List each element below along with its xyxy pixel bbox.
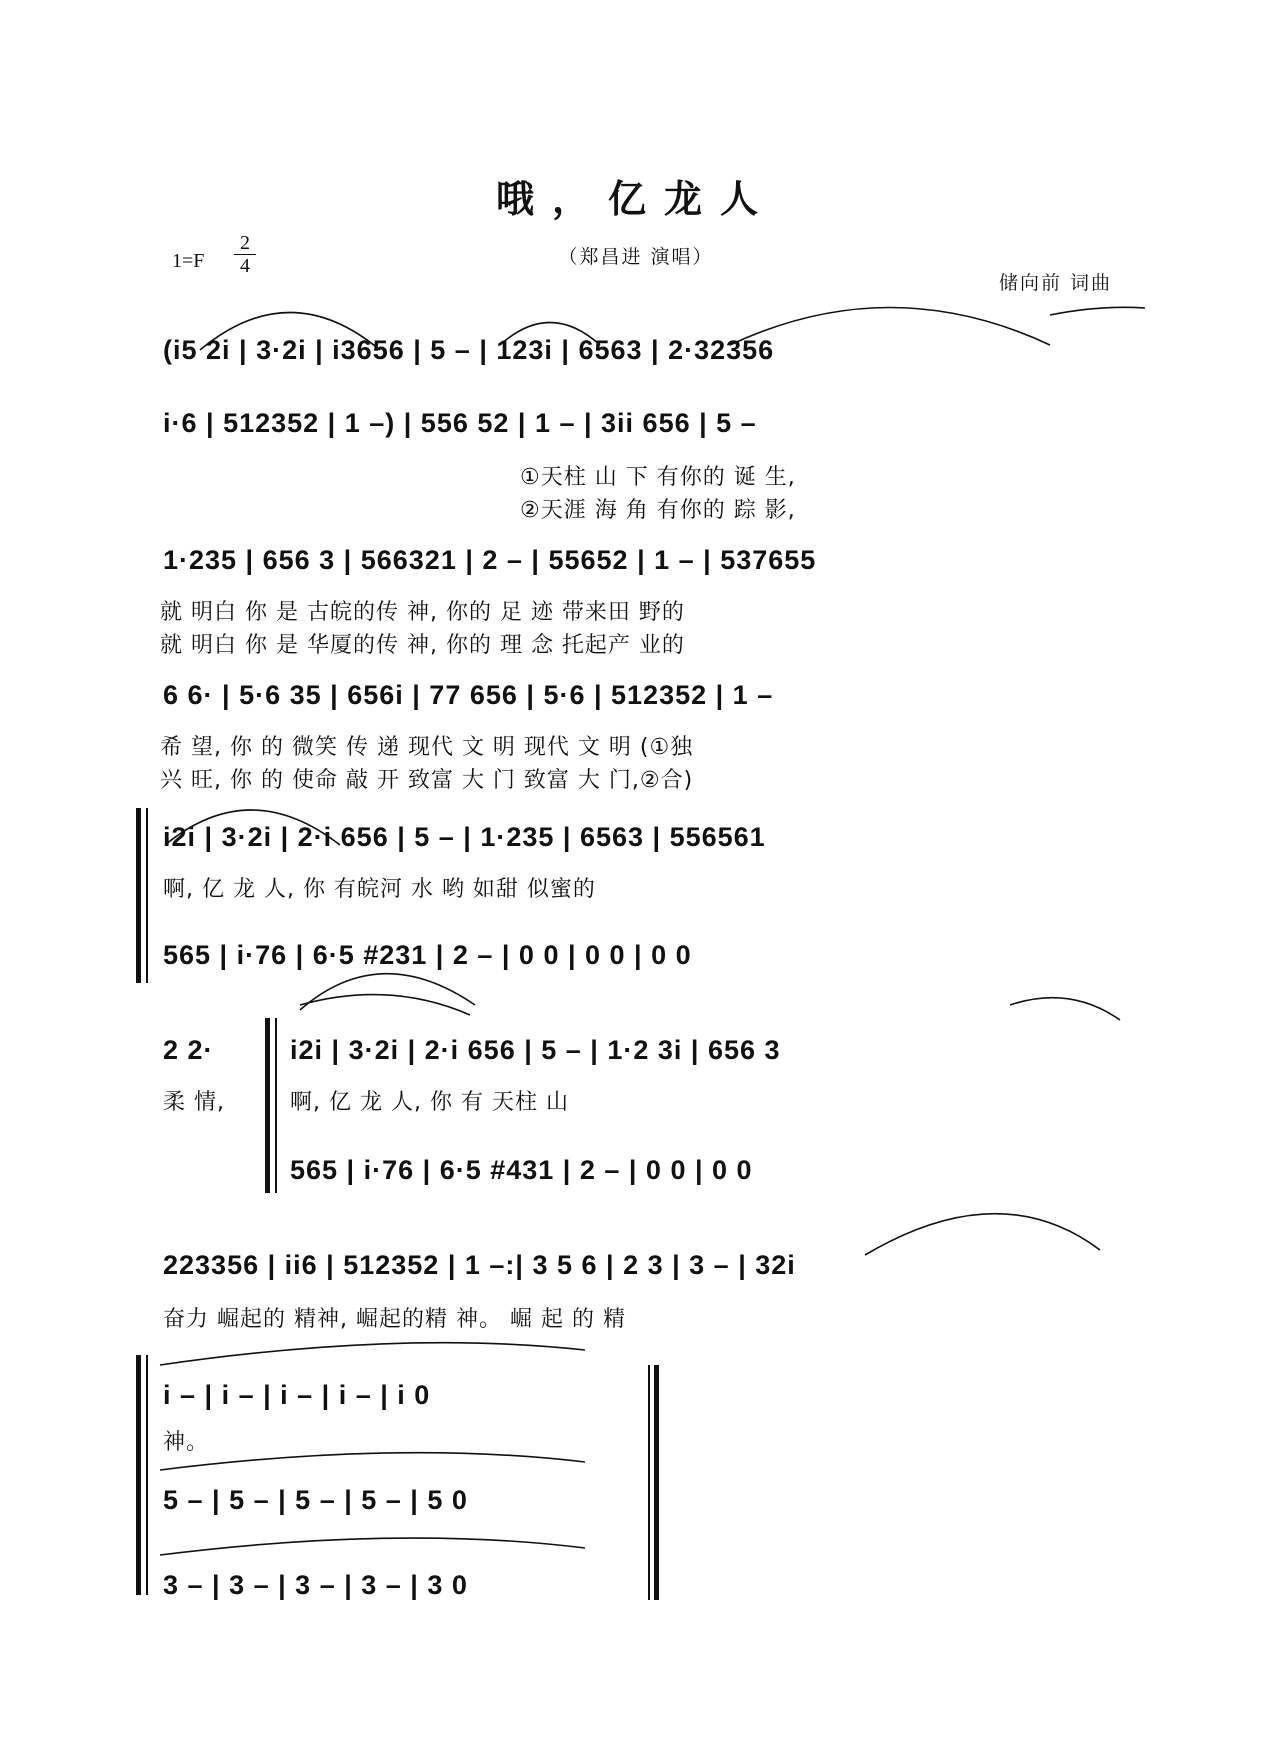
meter-numerator: 2 xyxy=(234,232,256,255)
score-row-5-lower: 565 | i·76 | 6·5 #231 | 2 – | 0 0 | 0 0 | 0 0 xyxy=(163,940,692,970)
lyric-row-2-verse-1: ①天柱 山 下 有你的 诞 生, xyxy=(520,465,796,490)
system-line-row-5 xyxy=(146,808,148,983)
lyric-row-3-verse-1: 就 明白 你 是 古皖的传 神, 你的 足 迹 带来田 野的 xyxy=(160,600,685,625)
score-row-5-upper: i2i | 3·2i | 2·i 656 | 5 – | 1·235 | 6563 | 556561 xyxy=(163,822,766,852)
score-row-8-part-3: 3 – | 3 – | 3 – | 3 – | 3 0 xyxy=(163,1570,468,1600)
lyric-row-8: 神。 xyxy=(163,1430,210,1455)
score-row-1: (i5 2i | 3·2i | i3656 | 5 – | 123i | 6563 | 2·32356 xyxy=(163,335,775,365)
key-signature: 1=F xyxy=(172,250,205,272)
score-row-8-part-2: 5 – | 5 – | 5 – | 5 – | 5 0 xyxy=(163,1485,468,1515)
lyric-row-2-verse-2: ②天涯 海 角 有你的 踪 影, xyxy=(520,498,796,523)
lyric-row-7: 奋力 崛起的 精神, 崛起的精 神。 崛 起 的 精 xyxy=(163,1307,626,1332)
final-barline-thin xyxy=(648,1365,650,1600)
score-row-6-lower: 565 | i·76 | 6·5 #431 | 2 – | 0 0 | 0 0 xyxy=(290,1155,753,1185)
score-row-8-part-1: i – | i – | i – | i – | i 0 xyxy=(163,1380,431,1410)
meter-denominator: 4 xyxy=(240,255,250,277)
score-row-2: i·6 | 512352 | 1 –) | 556 52 | 1 – | 3ii 656 | 5 – xyxy=(163,408,757,438)
system-line-row-6 xyxy=(275,1018,277,1193)
score-row-6-upper: i2i | 3·2i | 2·i 656 | 5 – | 1·2 3i | 656 3 xyxy=(290,1035,781,1065)
system-bracket-row-5 xyxy=(136,808,141,983)
composer-credit: 储向前 词曲 xyxy=(998,272,1112,294)
system-bracket-row-6 xyxy=(265,1018,270,1193)
system-line-row-8 xyxy=(146,1355,148,1595)
system-bracket-row-8 xyxy=(136,1355,141,1595)
score-row-3: 1·235 | 656 3 | 566321 | 2 – | 55652 | 1 – | 537655 xyxy=(163,545,817,575)
score-row-4: 6 6· | 5·6 35 | 656i | 77 656 | 5·6 | 512352 | 1 – xyxy=(163,680,774,710)
lyric-row-6-lead: 柔 情, xyxy=(163,1090,225,1115)
score-row-7: 223356 | ii6 | 512352 | 1 –:| 3 5 6 | 2 3 | 3 – | 32i xyxy=(163,1250,796,1280)
lyric-row-4-verse-1: 希 望, 你 的 微笑 传 递 现代 文 明 现代 文 明 (①独 xyxy=(160,735,694,760)
lyric-row-3-verse-2: 就 明白 你 是 华厦的传 神, 你的 理 念 托起产 业的 xyxy=(160,633,685,658)
lyric-row-4-verse-2: 兴 旺, 你 的 使命 敲 开 致富 大 门 致富 大 门,②合) xyxy=(160,768,694,793)
singer-credit: （郑昌进 演唱） xyxy=(558,246,714,268)
song-title: 哦，亿龙人 xyxy=(495,176,776,221)
final-barline-thick xyxy=(654,1365,659,1600)
lyric-row-5: 啊, 亿 龙 人, 你 有皖河 水 哟 如甜 似蜜的 xyxy=(163,877,596,902)
score-row-6-lead: 2 2· xyxy=(163,1035,214,1065)
lyric-row-6: 啊, 亿 龙 人, 你 有 天柱 山 xyxy=(290,1090,569,1115)
